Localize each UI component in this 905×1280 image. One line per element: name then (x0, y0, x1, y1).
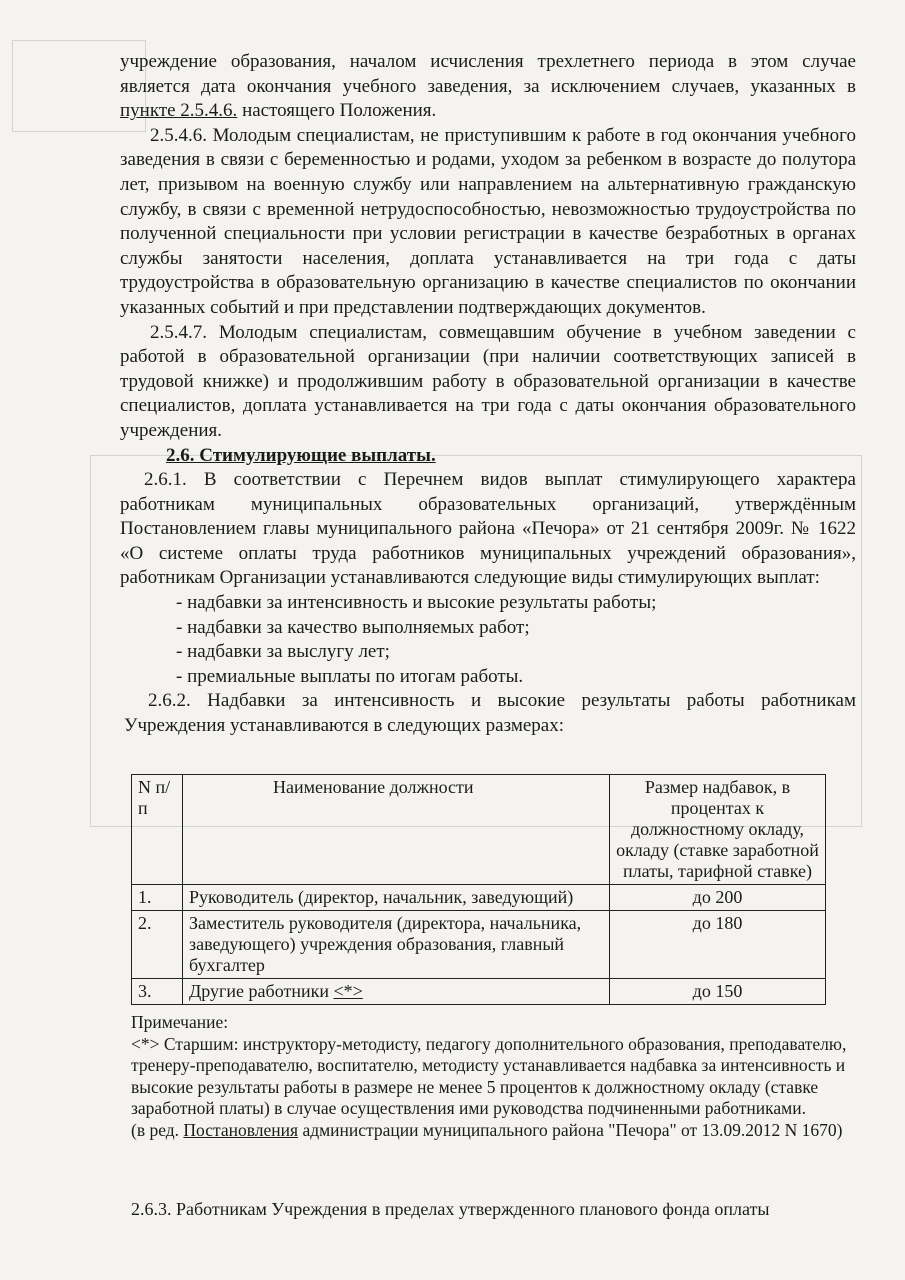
note-text: <*> Старшим: инструктору-методисту, педагогу дополнительного образования, преподавателю, тренеру-преподавателю, воспитателю, методисту устанавливается надбавка за интенсивность и высокие результаты работы в размере не менее 5 процентов к должностному окладу (ставке заработной платы) в случае осуществления ими руководства подчиненными работниками. (131, 1033, 847, 1119)
paragraph-1 (120, 50, 856, 124)
table-header-row (132, 775, 826, 885)
header-allowance: Размер надбавок, в процентах к должностному окладу, окладу (ставке заработной платы, тарифной ставке) (610, 775, 826, 885)
paragraph-1-text: учреждение образования, началом исчисления трехлетнего периода в этом случае является дата окончания учебного заведения, за исключением случаев, указанных в (120, 51, 856, 97)
row-number: 2. (132, 911, 183, 979)
note-ref-suffix: администрации муниципального района "Печора" от 13.09.2012 N 1670) (298, 1119, 843, 1140)
paragraph-2-5-4-7: 2.5.4.7. Молодым специалистам, совмещавшим обучение в учебном заведении с работой в образовательной организации (при наличии соответствующих записей в трудовой книжке) и продолжившим работу в образовательной организации в качестве специалистов, доплата устанавливается на три года с даты окончания образовательного учреждения. (120, 321, 856, 441)
note-ref-prefix: (в ред. (131, 1119, 184, 1140)
list-item: - надбавки за выслугу лет; (176, 640, 856, 665)
row-value: до 150 (610, 979, 826, 1005)
note-block (131, 1012, 866, 1142)
table-row (132, 885, 826, 911)
paragraph-1-tail: настоящего Положения. (237, 100, 437, 122)
paragraph-2-6-3: 2.6.3. Работникам Учреждения в пределах утвержденного планового фонда оплаты (131, 1199, 770, 1219)
link-punkt-2-5-4-6[interactable]: пункте 2.5.4.6. (120, 100, 238, 122)
list-item: - надбавки за качество выполняемых работ; (176, 616, 856, 641)
note-reference (131, 1120, 866, 1142)
list-item: - надбавки за интенсивность и высокие результаты работы; (176, 591, 856, 616)
section-heading: 2.6. Стимулирующие выплаты. (166, 444, 436, 466)
paragraph-2-5-4-6: 2.5.4.6. Молодым специалистам, не приступившим к работе в год окончания учебного заведения в связи с беременностью и родами, уходом за ребенком в возрасте до полутора лет, призывом на военную службу или направлением на альтернативную гражданскую службу, в связи с временной нетрудоспособностью, невозможностью трудоустройства по полученной специальности при условии регистрации в качестве безработных в органах службы занятости населения, доплата устанавливается на три года с даты трудоустройства в образовательную организацию в качестве специалистов по окончании указанных событий и при представлении подтверждающих документов. (120, 124, 856, 318)
link-postanovlenie[interactable]: Постановления (183, 1119, 299, 1140)
row-position-text: Другие работники (189, 981, 334, 1001)
row-number: 3. (132, 979, 183, 1005)
row-position (183, 979, 610, 1005)
allowance-table (131, 774, 826, 1005)
row-number: 1. (132, 885, 183, 911)
row-value: до 180 (610, 911, 826, 979)
footnote-link[interactable]: <*> (333, 981, 363, 1001)
table-row (132, 911, 826, 979)
paragraph-2-6-1: 2.6.1. В соответствии с Перечнем видов выплат стимулирующего характера работникам муниципальных образовательных организаций, утверждённым Постановлением главы муниципального района «Печора» от 21 сентября 2009г. № 1622 «О системе оплаты труда работников муниципальных учреждений образования», работникам Организации устанавливаются следующие виды стимулирующих выплат: (120, 469, 856, 589)
header-number: N п/п (132, 775, 183, 885)
row-position: Заместитель руководителя (директора, начальника, заведующего) учреждения образования, главный бухгалтер (183, 911, 610, 979)
payment-types-list (120, 591, 856, 689)
list-item: - премиальные выплаты по итогам работы. (176, 665, 856, 690)
document-body (120, 50, 856, 739)
row-value: до 200 (610, 885, 826, 911)
table-row (132, 979, 826, 1005)
header-position: Наименование должности (183, 775, 610, 885)
paragraph-2-6-2: 2.6.2. Надбавки за интенсивность и высокие результаты работы работникам Учреждения устанавливаются в следующих размерах: (124, 690, 856, 737)
note-title: Примечание: (131, 1012, 229, 1032)
row-position: Руководитель (директор, начальник, заведующий) (183, 885, 610, 911)
